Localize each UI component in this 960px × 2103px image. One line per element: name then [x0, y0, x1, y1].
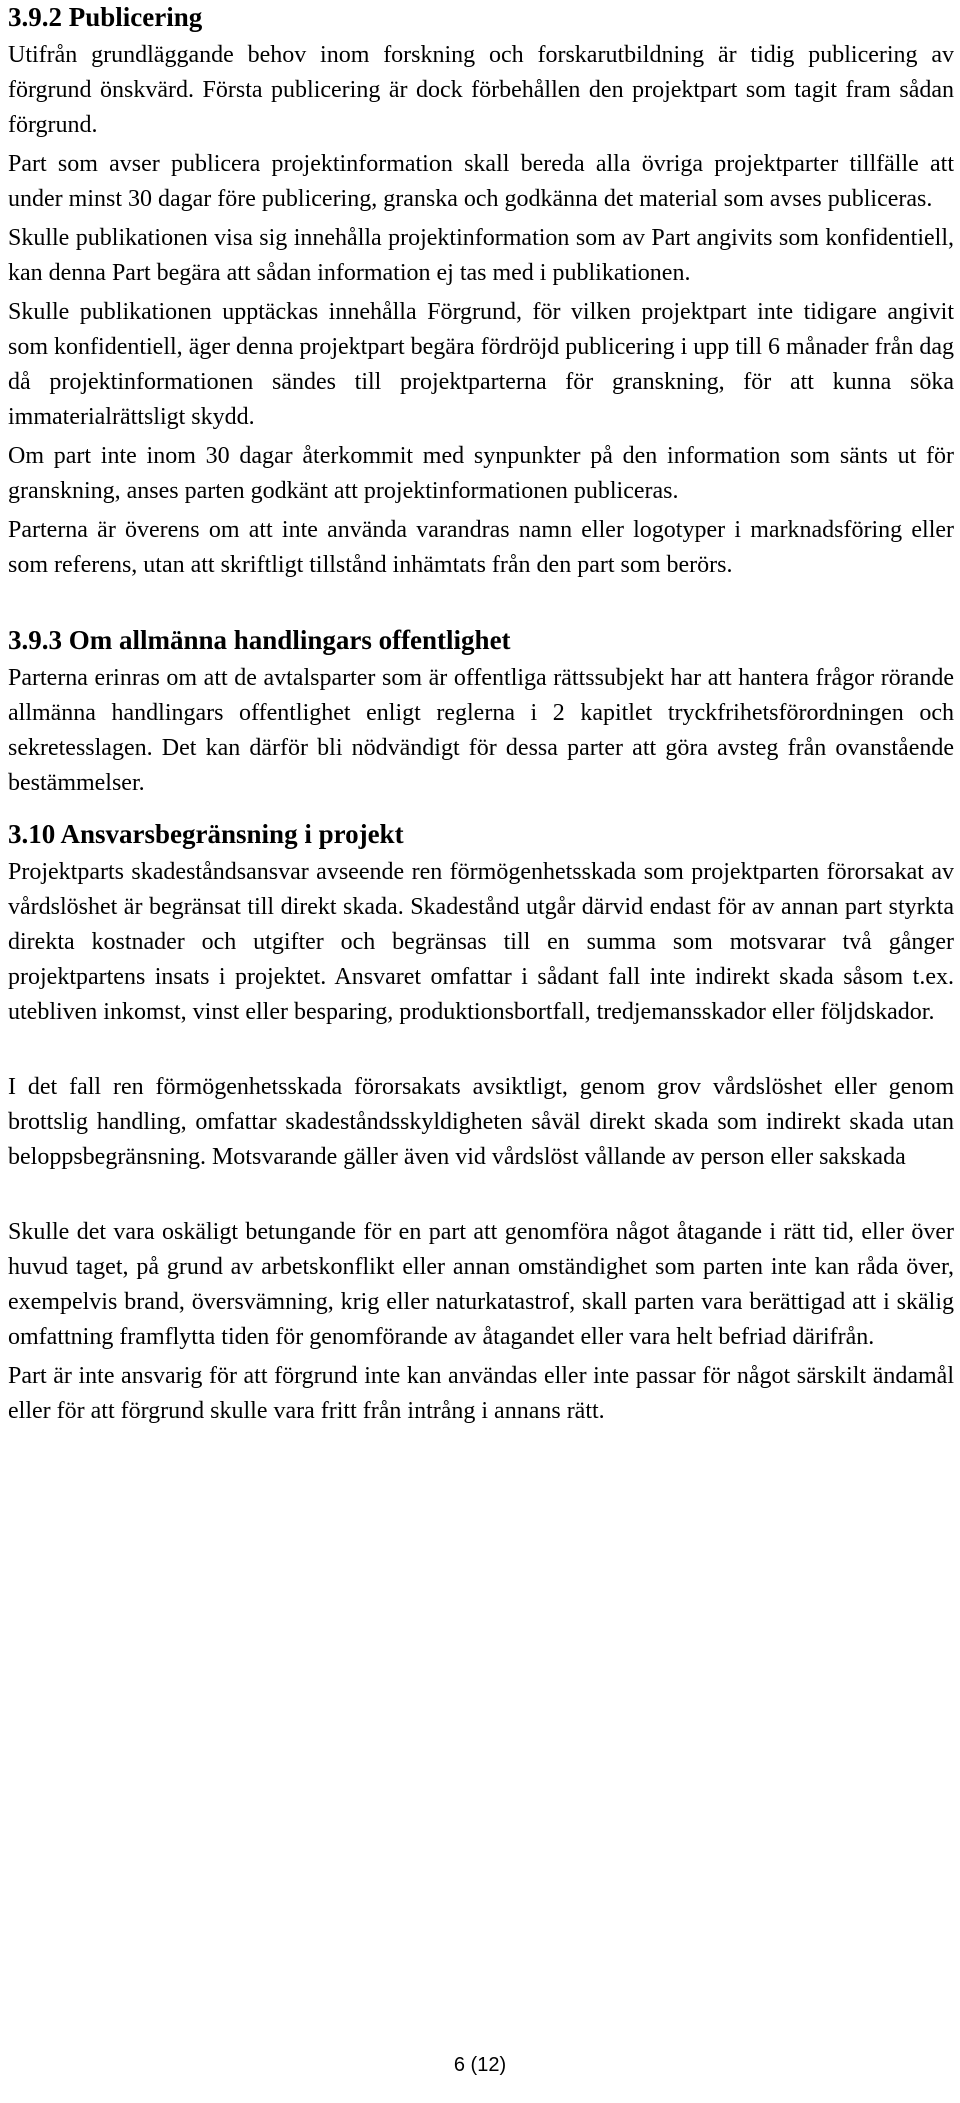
paragraph: Skulle det vara oskäligt betungande för en part att genomföra något åtagande i rätt tid, eller över huvud taget, på grund av arbetskonflikt eller annan omständighet som parten inte kan råda över, exempelvis brand, översvämning, krig eller naturkatastrof, skall parten vara berättigad att i skälig omfattning framflytta tiden för genomförande av åtagandet eller vara helt befriad därifrån. — [8, 1219, 954, 1350]
section-heading-allmanna-handlingar: 3.9.3 Om allmänna handlingars offentlighet — [8, 625, 511, 655]
paragraph: Projektparts skadeståndsansvar avseende ren förmögenhetsskada som projektparten förorsakat av vårdslöshet är begränsat till direkt skada. Skadestånd utgår därvid endast för av annan part styrkta direkta kostnader och utgifter och begränsas till en summa som motsvarar två gånger projektpartens insats i projektet. Ansvaret omfattar i sådant fall inte indirekt skada såsom t.ex. utebliven inkomst, vinst eller besparing, produktionsbortfall, tredjemansskador eller följdskador. — [8, 859, 954, 1025]
spacer — [8, 1034, 954, 1070]
paragraph: Utifrån grundläggande behov inom forskning och forskarutbildning är tidig publicering av förgrund önskvärd. Första publicering är dock förbehållen den projektpart som tagit fram sådan förgrund. — [8, 42, 954, 138]
document-content — [8, 0, 954, 1433]
paragraph: Part är inte ansvarig för att förgrund inte kan användas eller inte passar för något särskilt ändamål eller för att förgrund skulle vara fritt från intrång i annans rätt. — [8, 1363, 954, 1424]
paragraph: Parterna erinras om att de avtalsparter som är offentliga rättssubjekt har att hantera frågor rörande allmänna handlingars offentlighet enligt reglerna i 2 kapitlet tryckfrihetsförordningen och sekretesslagen. Det kan därför bli nödvändigt för dessa parter att göra avsteg från ovanstående bestämmelser. — [8, 665, 954, 796]
page-number: 6 (12) — [453, 2054, 507, 2076]
paragraph: Parterna är överens om att inte använda varandras namn eller logotyper i marknadsföring eller som referens, utan att skriftligt tillstånd inhämtats från den part som berörs. — [8, 517, 954, 578]
paragraph: Part som avser publicera projektinformation skall bereda alla övriga projektparter tillfälle att under minst 30 dagar före publicering, granska och godkänna det material som avses publiceras. — [8, 151, 954, 212]
paragraph: Om part inte inom 30 dagar återkommit med synpunkter på den information som sänts ut för granskning, anses parten godkänt att projektinformationen publiceras. — [8, 443, 954, 504]
section-heading-ansvarsbegransning: 3.10 Ansvarsbegränsning i projekt — [8, 819, 404, 849]
spacer — [8, 805, 954, 817]
paragraph: I det fall ren förmögenhetsskada förorsakats avsiktligt, genom grov vårdslöshet eller genom brottslig handling, omfattar skadeståndsskyldigheten såväl direkt skada som indirekt skada utan beloppsbegränsning. Motsvarande gäller även vid vårdslöst vållande av person eller sakskada — [8, 1074, 954, 1170]
spacer — [8, 1179, 954, 1215]
spacer — [8, 587, 954, 623]
paragraph: Skulle publikationen visa sig innehålla projektinformation som av Part angivits som konfidentiell, kan denna Part begära att sådan information ej tas med i publikationen. — [8, 225, 954, 286]
section-heading-publicering: 3.9.2 Publicering — [8, 2, 203, 32]
paragraph: Skulle publikationen upptäckas innehålla Förgrund, för vilken projektpart inte tidigare angivit som konfidentiell, äger denna projektpart begära fördröjd publicering i upp till 6 månader från dag då projektinformationen sändes till projektparterna för granskning, för att kunna söka immaterialrättsligt skydd. — [8, 299, 954, 430]
